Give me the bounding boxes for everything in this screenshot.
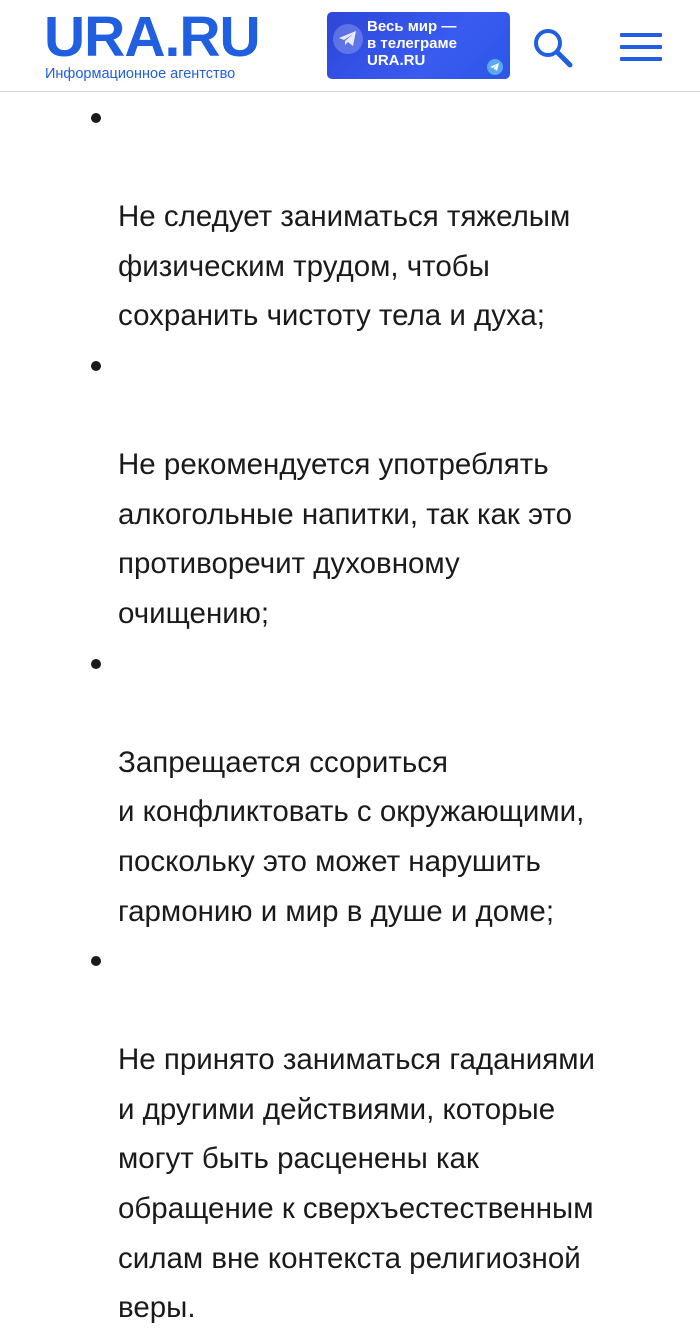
bullet-dot [91,361,101,371]
logo-text: URA.RU [44,5,260,69]
telegram-banner[interactable] [327,12,510,79]
list-item [88,93,688,341]
search-button[interactable] [531,26,575,70]
list-item [88,936,688,1333]
telegram-banner-line1: Весь мир — [367,18,457,35]
list-item-text: Запрещается ссориться и конфликтовать с окружающими, поскольку это может нарушить гармонию и мир в душе и доме; [118,745,585,928]
article-bullet-list [88,93,688,1333]
list-item-text: Не следует заниматься тяжелым физическим трудом, чтобы сохранить чистоту тела и духа; [118,200,571,333]
site-header [0,0,700,92]
telegram-banner-line3: URA.RU [367,52,426,69]
bullet-dot [91,956,101,966]
list-item-text: Не принято заниматься гаданиями и другими действиями, которые могут быть расценены как обращение к сверхъестественным силам вне контекста религиозной веры. [118,1043,595,1325]
telegram-icon [333,24,363,54]
telegram-banner-line2: в телеграме [367,35,457,52]
hamburger-menu-icon-bar-top [620,33,662,37]
hamburger-menu-icon-bar-middle [620,45,662,49]
bullet-dot [91,113,101,123]
list-item [88,639,688,937]
telegram-banner-text [367,18,507,69]
site-logo[interactable] [44,5,314,86]
list-item-text: Не рекомендуется употреблять алкогольные напитки, так как это противоречит духовному очищению; [118,448,572,630]
logo-subtitle: Информационное агентство [45,66,236,82]
telegram-small-icon [487,59,503,75]
hamburger-menu-icon-bar-bottom [620,57,662,61]
list-item [88,341,688,639]
search-icon [531,26,575,70]
bullet-dot [91,659,101,669]
menu-button[interactable] [620,33,662,63]
